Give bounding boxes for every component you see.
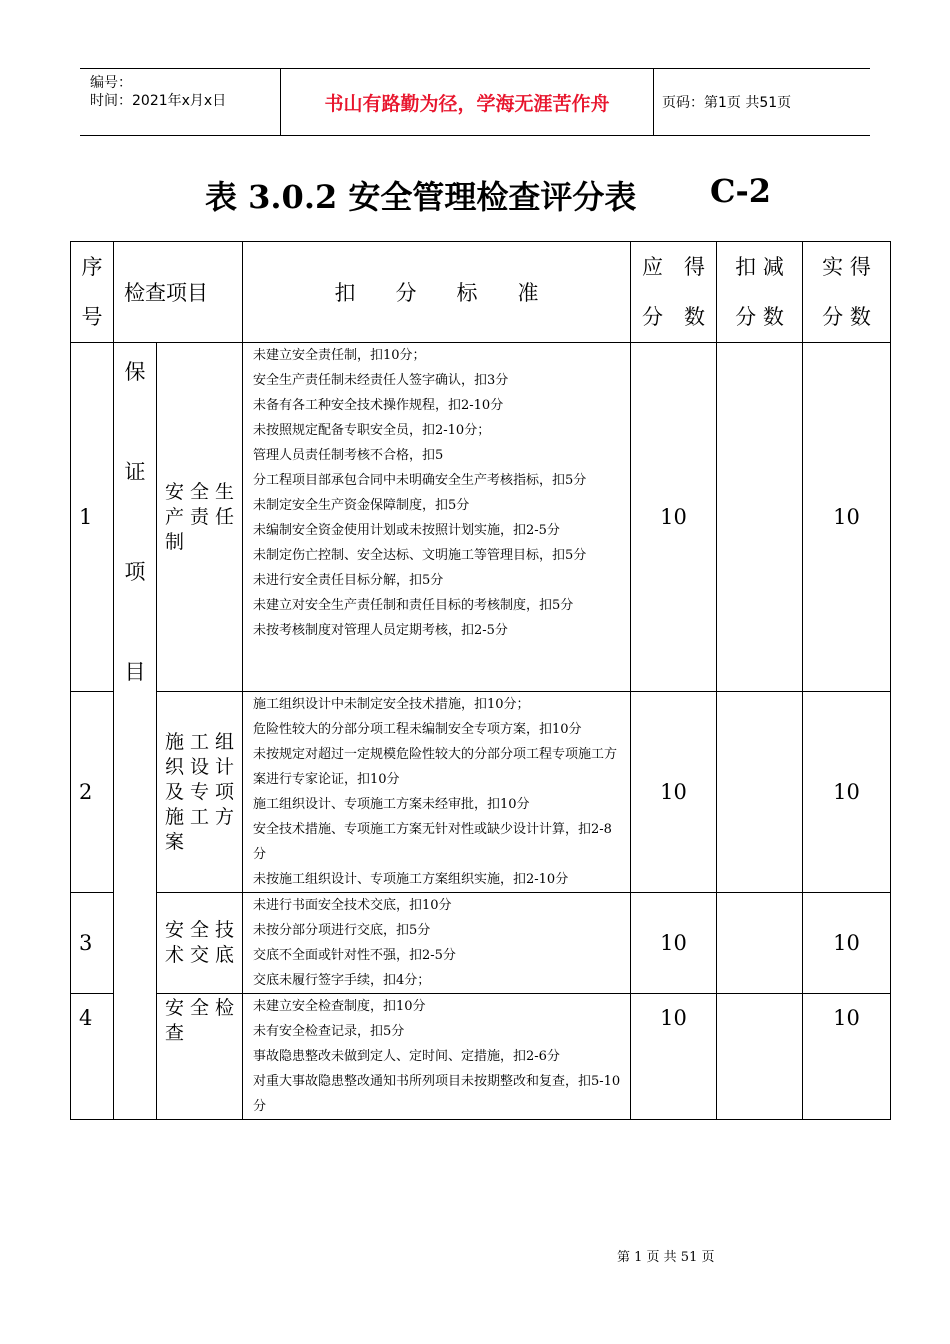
row-item-name: 施工组织设计及专项施工方案	[157, 692, 243, 893]
criteria-line: 未编制安全资金使用计划或未按照计划实施，扣2-5分	[253, 523, 560, 538]
criteria-line: 危险性较大的分部分项工程未编制安全专项方案，扣10分	[253, 722, 582, 737]
criteria-line: 未进行安全责任目标分解，扣5分	[253, 573, 444, 588]
row-deduct-score	[717, 994, 803, 1120]
table-header-row	[71, 242, 891, 343]
page-info: 页码：第1页 共51页	[662, 95, 792, 111]
row-item-name: 安全技术交底	[157, 893, 243, 994]
criteria-line: 未按规定对超过一定规模危险性较大的分部分项工程专项施工方案进行专家论证，扣10分	[253, 747, 618, 787]
criteria-line: 未按照规定配备专职安全员，扣2-10分；	[253, 423, 491, 438]
category-char: 保	[124, 360, 146, 384]
row-should-score: 10	[631, 343, 717, 692]
row-seq: 4	[71, 994, 114, 1120]
table-row	[71, 893, 891, 994]
header-seq	[71, 242, 114, 343]
page-title	[0, 168, 950, 218]
criteria-line: 施工组织设计、专项施工方案未经审批，扣10分	[253, 797, 530, 812]
row-seq: 3	[71, 893, 114, 994]
criteria-line: 未备有各工种安全技术操作规程，扣2-10分	[253, 398, 504, 413]
criteria-line: 未制定伤亡控制、安全达标、文明施工等管理目标，扣5分	[253, 548, 587, 563]
row-criteria	[243, 893, 631, 994]
slogan: 书山有路勤为径，学海无涯苦作舟	[281, 69, 654, 135]
criteria-line: 未按分部分项进行交底，扣5分	[253, 923, 431, 938]
row-actual-score: 10	[803, 343, 891, 692]
criteria-line: 施工组织设计中未制定安全技术措施，扣10分；	[253, 697, 530, 712]
header-item: 检查项目	[114, 242, 243, 343]
row-seq: 2	[71, 692, 114, 893]
row-should-score: 10	[631, 994, 717, 1120]
header-should-line2: 分 数	[642, 305, 705, 329]
title-main: 表 3.0.2 安全管理检查评分表	[205, 178, 637, 216]
row-criteria	[243, 692, 631, 893]
criteria-line: 未建立安全责任制，扣10分；	[253, 348, 426, 363]
header-actual-line1: 实 得	[822, 255, 871, 279]
criteria-line: 未建立安全检查制度，扣10分	[253, 999, 426, 1014]
criteria-line: 未建立对安全生产责任制和责任目标的考核制度，扣5分	[253, 598, 574, 613]
header-should-score	[631, 242, 717, 343]
row-should-score: 10	[631, 692, 717, 893]
category-cell	[114, 343, 157, 1120]
criteria-line: 安全生产责任制未经责任人签字确认，扣3分	[253, 373, 509, 388]
score-table	[70, 241, 891, 1120]
criteria-line: 管理人员责任制考核不合格，扣5	[253, 448, 444, 463]
category-char: 项	[124, 560, 146, 584]
footer-page-number: 第 1 页 共 51 页	[617, 1250, 715, 1265]
row-actual-score: 10	[803, 994, 891, 1120]
criteria-line: 未有安全检查记录，扣5分	[253, 1024, 405, 1039]
criteria-line: 未按考核制度对管理人员定期考核，扣2-5分	[253, 623, 508, 638]
criteria-line: 事故隐患整改未做到定人、定时间、定措施，扣2-6分	[253, 1049, 560, 1064]
row-criteria	[243, 994, 631, 1120]
row-seq: 1	[71, 343, 114, 692]
row-item-name: 安全生产责任制	[157, 343, 243, 692]
row-deduct-score	[717, 343, 803, 692]
criteria-line: 未按施工组织设计、专项施工方案组织实施，扣2-10分	[253, 872, 569, 887]
number-label: 编号：	[90, 75, 132, 91]
header-should-line1: 应 得	[642, 255, 705, 279]
header-seq-line2: 号	[81, 305, 103, 329]
criteria-line: 对重大事故隐患整改通知书所列项目未按期整改和复查，扣5-10分	[253, 1074, 621, 1114]
title-code: C-2	[710, 172, 772, 210]
page-header	[80, 68, 870, 136]
row-should-score: 10	[631, 893, 717, 994]
row-criteria	[243, 343, 631, 692]
row-actual-score: 10	[803, 692, 891, 893]
table-row	[71, 692, 891, 893]
row-deduct-score	[717, 692, 803, 893]
row-deduct-score	[717, 893, 803, 994]
criteria-line: 未进行书面安全技术交底，扣10分	[253, 898, 452, 913]
criteria-line: 分工程项目部承包合同中未明确安全生产考核指标，扣5分	[253, 473, 587, 488]
header-actual-line2: 分 数	[822, 305, 871, 329]
header-deduct-line2: 分 数	[735, 305, 784, 329]
category-char: 目	[124, 660, 146, 684]
time-label: 时间：2021年x月x日	[90, 93, 227, 109]
category-char: 证	[124, 460, 146, 484]
table-row	[71, 994, 891, 1120]
criteria-line: 交底未履行签字手续，扣4分；	[253, 973, 431, 988]
table-row	[71, 343, 891, 692]
header-standard: 扣分标准	[243, 242, 631, 343]
criteria-line: 交底不全面或针对性不强，扣2-5分	[253, 948, 456, 963]
doc-meta	[80, 69, 281, 135]
row-actual-score: 10	[803, 893, 891, 994]
header-seq-line1: 序	[81, 255, 103, 279]
header-deduct-score	[717, 242, 803, 343]
row-item-name: 安全检查	[157, 994, 243, 1120]
header-actual-score	[803, 242, 891, 343]
criteria-line: 未制定安全生产资金保障制度，扣5分	[253, 498, 470, 513]
criteria-line: 安全技术措施、专项施工方案无针对性或缺少设计计算，扣2-8分	[253, 822, 612, 862]
header-deduct-line1: 扣 减	[735, 255, 784, 279]
